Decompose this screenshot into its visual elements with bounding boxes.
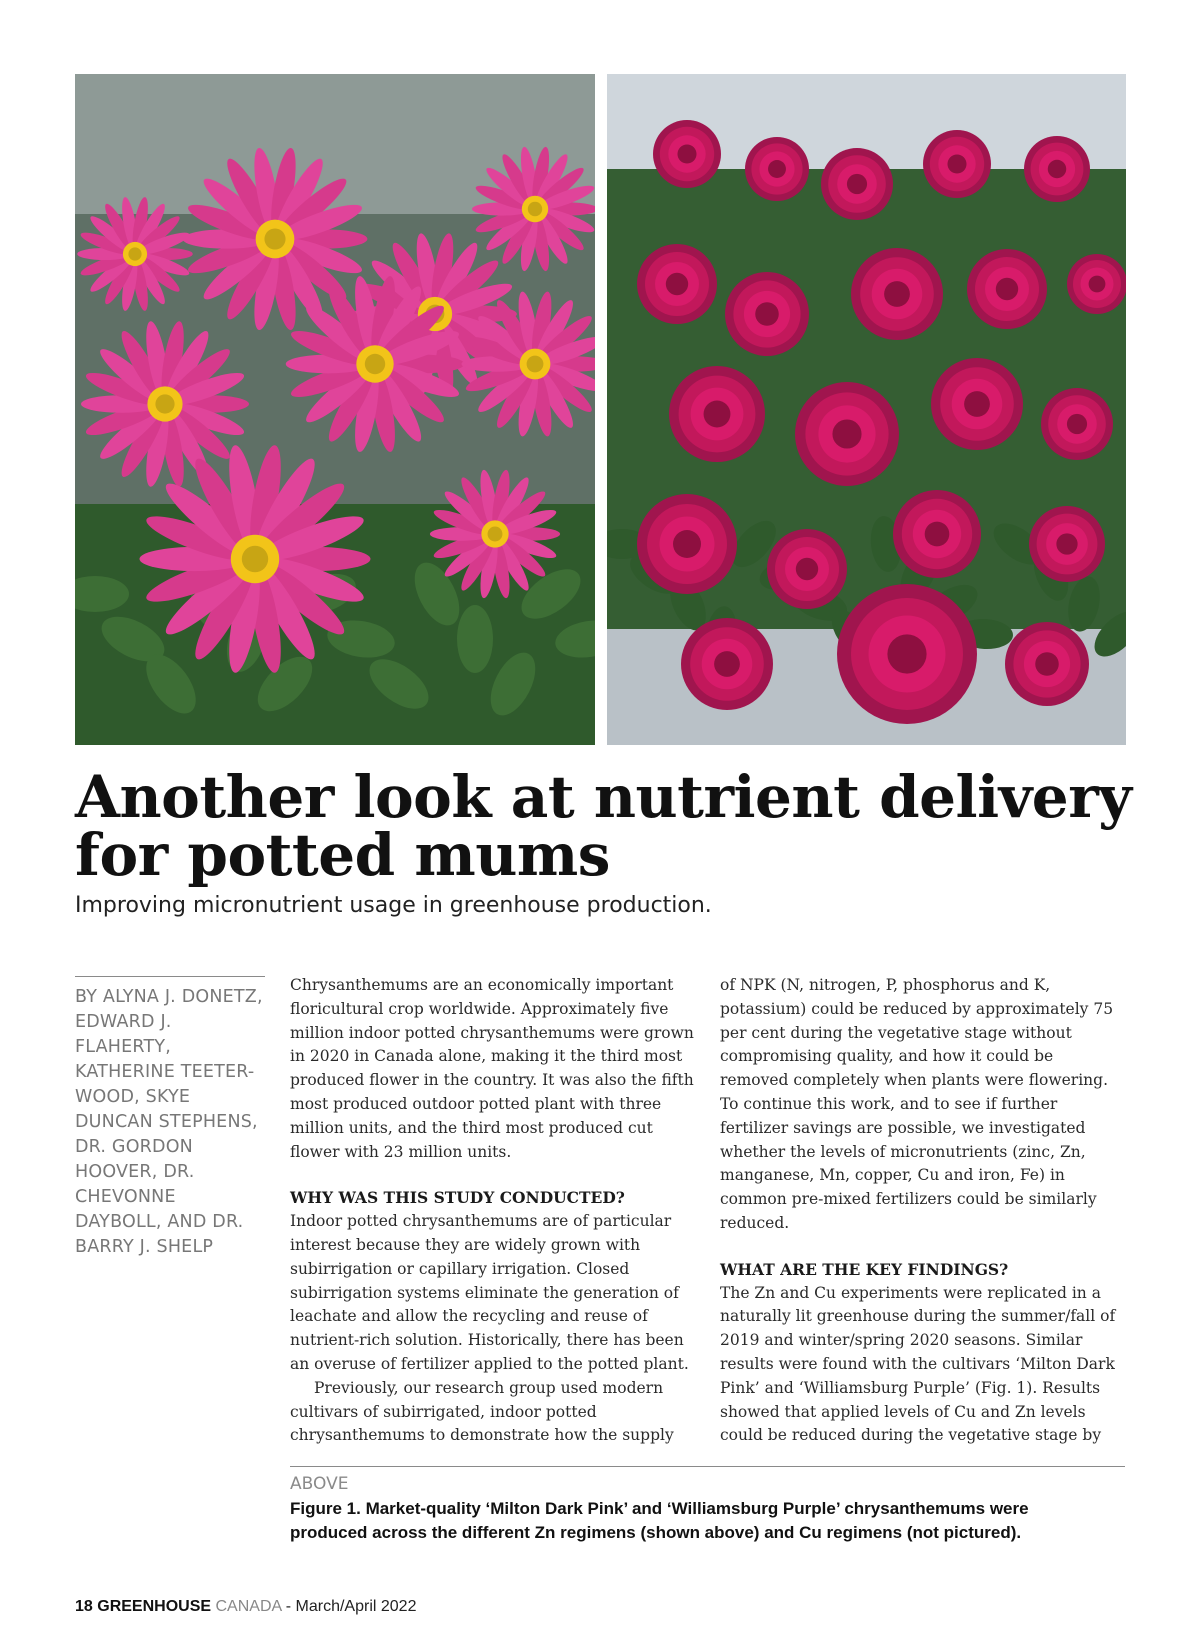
pompom-flower <box>745 137 809 201</box>
body-column-2 <box>720 974 1125 1448</box>
headline-line-1: Another look at nutrient delivery <box>75 763 1132 831</box>
pompom-flower <box>931 358 1023 450</box>
page-footer <box>75 1598 416 1616</box>
pompom-flower <box>1029 506 1105 582</box>
article-deck: Improving micronutrient usage in greenhouse production. <box>75 893 712 918</box>
pompom-flower <box>851 248 943 340</box>
caption-divider <box>290 1466 1125 1467</box>
pompom-flower <box>923 130 991 198</box>
pink-daisy-illustration <box>75 74 595 745</box>
author-byline: BY ALYNA J. DONETZ, EDWARD J. FLAHERTY, KATHERINE TEETER-WOOD, SKYE DUNCAN STEPHENS, DR. GORDON HOOVER, DR. CHEVONNE DAYBOLL, AND DR. BARRY J. SHELP <box>75 987 263 1257</box>
pompom-flower <box>1041 388 1113 460</box>
magazine-name-bold: GREENHOUSE <box>97 1598 212 1615</box>
pompom-flower <box>653 120 721 188</box>
pompom-flower <box>795 382 899 486</box>
photo-purple-chrysanthemums <box>607 74 1126 745</box>
pompom-flower <box>1024 136 1090 202</box>
body-paragraph: Chrysanthemums are an economically important floricultural crop worldwide. Approximately five million indoor potted chrysanthemums were grown in 2020 in Canada alone, making it the third most produced flower in the country. It was also the fifth most produced outdoor potted plant with three million units, and the third most produced cut flower with 23 million units. <box>290 976 694 1161</box>
issue-date: - March/April 2022 <box>285 1598 417 1615</box>
pompom-flower <box>669 366 765 462</box>
pompom-flower <box>725 272 809 356</box>
figure-caption: Figure 1. Market-quality ‘Milton Dark Pink’ and ‘Williamsburg Purple’ chrysanthemums were produced across the different Zn regimens (shown above) and Cu regimens (not pictured). <box>290 1499 1029 1542</box>
pompom-flower <box>893 490 981 578</box>
body-paragraph: Previously, our research group used modern cultivars of subirrigated, indoor potted chrysanthemums to demonstrate how the supply <box>290 1378 674 1445</box>
pompom-flower <box>767 529 847 609</box>
pompom-flower <box>681 618 773 710</box>
pompom-flower <box>837 584 977 724</box>
pompom-flower <box>967 249 1047 329</box>
body-column-1 <box>290 974 695 1448</box>
byline-divider <box>75 976 265 977</box>
section-heading: WHY WAS THIS STUDY CONDUCTED? <box>290 1188 625 1208</box>
caption-label: ABOVE <box>290 1474 349 1494</box>
leaf <box>457 605 493 673</box>
headline-line-2: for potted mums <box>75 821 610 889</box>
pompom-flower <box>1067 254 1126 314</box>
article-headline <box>75 763 1155 889</box>
pompom-flower <box>821 148 893 220</box>
body-paragraph: Indoor potted chrysanthemums are of particular interest because they are widely grown with subirrigation or capillary irrigation. Closed subirrigation systems eliminate the generation of leachate and allow the recycling and reuse of nutrient-rich solution. Historically, there has been an overuse of fertilizer applied to the potted plant. <box>290 1212 689 1373</box>
body-paragraph: The Zn and Cu experiments were replicated in a naturally lit greenhouse during the summer/fall of 2019 and winter/spring 2020 seasons. Similar results were found with the cultivars ‘Milton Dark Pink’ and ‘Williamsburg Purple’ (Fig. 1). Results showed that applied levels of Cu and Zn levels could be reduced during the vegetative stage by <box>720 1283 1116 1445</box>
photo-pink-chrysanthemums <box>75 74 595 745</box>
pompom-flower <box>1005 622 1089 706</box>
body-paragraph: of NPK (N, nitrogen, P, phosphorus and K, potassium) could be reduced by approximately 75 per cent during the vegetative stage without compromising quality, and how it could be removed completely when plants were flowering. To continue this work, and to see if further fertilizer savings are possible, we investigated whether the levels of micronutrients (zinc, Zn, manganese, Mn, copper, Cu and iron, Fe) in common pre-mixed fertilizers could be similarly reduced. <box>720 976 1114 1232</box>
section-heading: WHAT ARE THE KEY FINDINGS? <box>720 1259 1009 1279</box>
magazine-name-light: CANADA <box>215 1598 282 1615</box>
page-number: 18 <box>75 1598 93 1615</box>
pompom-flower <box>637 494 737 594</box>
pompom-flower <box>637 244 717 324</box>
purple-mum-illustration <box>607 74 1126 745</box>
